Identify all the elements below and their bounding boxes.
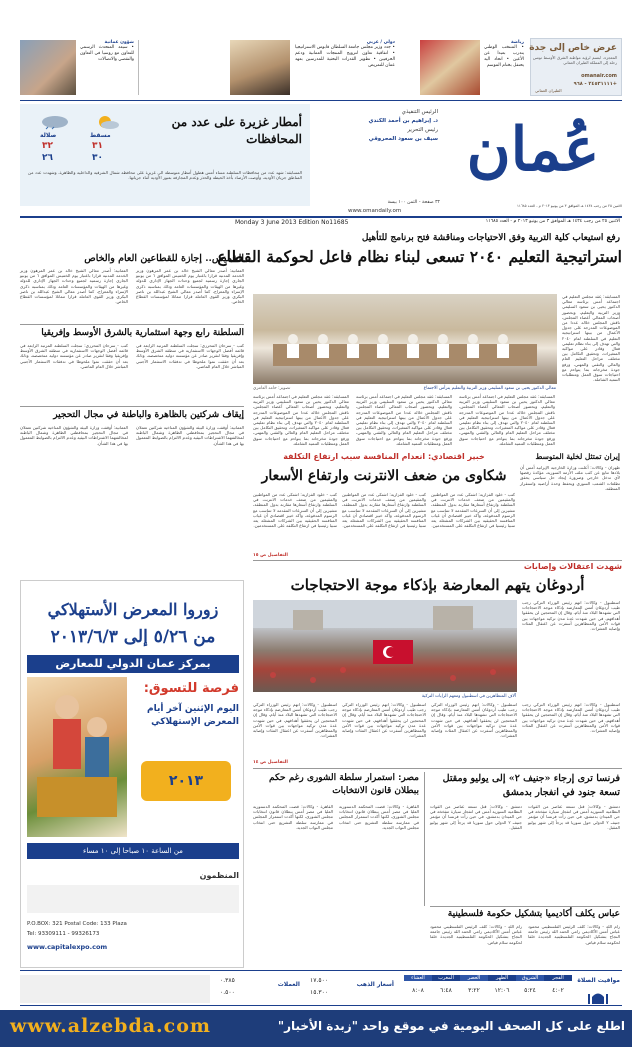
- masthead-date-ar: الاثنين ٢٥ من رجب ١٤٣٤ هـ الموافق ٣ من يونيو ٢٠١٣ م - العدد ١١٦٨٥: [485, 219, 620, 224]
- prayer-table: [404, 975, 572, 1003]
- divider: [138, 40, 139, 95]
- teaser-text-2: • جدد وزير مجلس جامعة السلطان قابوس الاستراتيجيا • اتفاقية تعاون لترويج المنتجات العمانية ودعم الحرفيين • تطوير القدرات البحثية للمدرسين بعهد عمان للتمريض: [295, 45, 395, 68]
- khamis-body-1: العمانية: أصدر معالي الشيخ خالد بن عمر المرهون وزير الخدمة المدنية قرارا باعتبار يوم الخميس الموافق ٦ من يونيو الجاري إجازة رسمية لجميع وحدات الجهاز الإداري للدولة وغيرها من الهيئات والمؤسسات العامة وذلك بمناسبة ذكرى الإسراء والمعراج، كما أصدر معالي الشيخ عبدالله بن ناصر البكري وزير القوى العاملة قرارا مماثلا لمؤسسات القطاع الخاص.: [20, 268, 128, 305]
- abbas-rule: [430, 906, 620, 907]
- egypt-body-1: القاهرة - وكالات: قضت المحكمة الدستورية العليا في مصر أمس ببطلان قانون انتخابات مجلس الشورى، لكنها أكدت استمرار المجلس في ممارسة سلطة التشريع حتى انتخاب مجلس النواب الجديد.: [253, 804, 333, 830]
- khamis-headline: الخميس.. إجازة للقطاعين العام والخاص: [84, 253, 244, 264]
- ad-exhibition-logos: [27, 885, 239, 913]
- ad-exhibition-badge: [141, 761, 231, 801]
- info-bar: [20, 970, 622, 1006]
- economy-body-3: كتب - خلود الفزارية: اشتكى عدد من المواطنين والمقيمين من ضعف خدمات الانترنت في السلطنة وارتفاع أسعارها مقارنة بدول المنطقة، مشيرين إلى أن السرعات المقدمة لا تتناسب مع الرسوم المدفوعة، وأكد خبير اقتصادي أن غياب المنافسة الحقيقية بين الشركات المشغلة يعد سببا رئيسيا في ارتفاع التكلفة على المستخدمين.: [431, 492, 515, 529]
- turkey-body-4: اسطنبول - وكالات: اتهم رئيس الوزراء التركي رجب طيب أردوغان أمس المعارضة بإذكاء موجة الاحتجاجات التي تشهدها البلاد منذ أيام، وقال إن المحتجين لن يحققوا أهدافهم، في حين شهدت عدة مدن تركية مواجهات بين قوات الأمن والمتظاهرين أسفرت عن اعتقال المئات وإصابة العشرات.: [522, 702, 620, 734]
- rain-cloud-icon: [40, 114, 70, 128]
- ad-omanair-site: omanair.com: [581, 73, 617, 79]
- ad-exhibition-photo: [27, 677, 127, 837]
- turkey-body-right: اسطنبول - وكالات: اتهم رئيس الوزراء التركي رجب طيب أردوغان أمس المعارضة بإذكاء موجة الاحتجاجات التي تشهدها البلاد منذ أيام، وقال إن المحتجين لن يحققوا أهدافهم، في حين شهدت عدة مدن تركية مواجهات بين قوات الأمن والمتظاهرين أسفرت عن اعتقال المئات وإصابة العشرات.: [522, 600, 620, 632]
- masthead-rule-bottom: [20, 216, 622, 218]
- masthead-website[interactable]: www.omandaily.om: [348, 208, 402, 214]
- masthead-logo: [444, 104, 622, 204]
- vertical-rule: [424, 772, 425, 906]
- ad-exhibition-offer-text: اليوم الإثنين آخر أيام المعرض الإستهلاكي: [147, 704, 239, 727]
- masthead-rule-top: [20, 100, 622, 101]
- editor-label-2: رئيس التحرير: [407, 127, 438, 133]
- prayer-name-6: العشاء: [404, 975, 432, 981]
- iran-headline: إيران تمتثل لخلية المتوسط: [535, 452, 620, 461]
- prayer-time-6: ٨:٠٨: [412, 987, 424, 994]
- economy-body-2: كتب - خلود الفزارية: اشتكى عدد من المواطنين والمقيمين من ضعف خدمات الانترنت في السلطنة وارتفاع أسعارها مقارنة بدول المنطقة، مشيرين إلى أن السرعات المقدمة لا تتناسب مع الرسوم المدفوعة، وأكد خبير اقتصادي أن غياب المنافسة الحقيقية بين الشركات المشغلة يعد سببا رئيسيا في ارتفاع التكلفة على المستخدمين.: [342, 492, 426, 529]
- ad-exhibition-badge-text: ٢٠١٣: [168, 773, 204, 789]
- ad-exhibition-dates: من ٥/٢٦ إلى ٢٠١٣/٦/٣: [50, 627, 216, 647]
- lead-caption: معالي الدكتور يحيى بن سعود السليمي وزير التربية والتعليم يترأس الاجتماع: [423, 386, 556, 391]
- sun-icon: [90, 114, 120, 128]
- teaser-block-1: [80, 40, 134, 95]
- masthead-dateline: الاثنين ٢٥ من رجب ١٤٣٤ هـ الموافق ٣ من يونيو ٢٠١٣ م - العدد ١١٦٨٥: [516, 204, 622, 208]
- ad-omanair-brand: الطيران العماني: [535, 88, 562, 93]
- egypt-headline: مصر: استمرار سلطة الشورى رغم حكم ببطلان قانون الانتخابات: [269, 773, 419, 796]
- prayer-time-1: ٤:٠٢: [552, 987, 564, 994]
- prayer-name-1: الفجر: [544, 975, 572, 981]
- turkey-headline: أردوغان يتهم المعارضة بإذكاء موجة الاحتجاجات: [290, 576, 585, 594]
- teaser-photo-1: [20, 40, 76, 95]
- prayer-time-5: ٦:٤٨: [440, 987, 452, 994]
- teaser-text-1: • سيعد المتحدث الرسمي للتعاون مع روسيا في التعاون والتقصي والاتصالات: [80, 45, 134, 62]
- footer-site[interactable]: www.alzebda.com: [10, 1015, 212, 1037]
- prayer-time-4: ٣:٢٢: [468, 987, 480, 994]
- prayer-name-5: المغرب: [432, 975, 460, 981]
- turkey-body-1: اسطنبول - وكالات: اتهم رئيس الوزراء التركي رجب طيب أردوغان أمس المعارضة بإذكاء موجة الاحتجاجات التي تشهدها البلاد منذ أيام، وقال إن المحتجين لن يحققوا أهدافهم، في حين شهدت عدة مدن تركية مواجهات بين قوات الأمن والمتظاهرين أسفرت عن اعتقال المئات وإصابة العشرات.: [253, 702, 337, 739]
- teaser-block-2: [295, 40, 395, 95]
- economy-kicker: خبير اقتصادي: انعدام المنافسة سبب ارتفاع التكلفة: [283, 452, 485, 461]
- prayer-time-2: ٥:٢٤: [524, 987, 536, 994]
- ad-exhibition-venue: بمركز عمان الدولي للمعارض: [27, 655, 239, 673]
- editor-name-2: سيف بن سعود المحروقي: [368, 136, 438, 142]
- masthead-pages: ٣٢ صفحة - الثمن ١٠٠ بيسة: [387, 200, 440, 205]
- oman4-body-1: كتب - سرحان المحرزي: سجلت السلطنة المرتبة الرابعة في قائمة أفضل الوجهات الاستثمارية في منطقة الشرق الأوسط وإفريقيا وفقا لتقرير صادر عن مؤسسة دولية متخصصة، وذلك بعد أن حققت نموا ملحوظا في تدفقات الاستثمار الأجنبي المباشر خلال العام الماضي.: [20, 343, 128, 369]
- prayer-time-3: ١٢:٠٦: [494, 987, 510, 994]
- france-headline: فرنسا ترى إرجاء «جنيف ٢» إلى يوليو ومقتل تسعة جنود في انفجار بدمشق: [442, 773, 620, 798]
- france-body-1: دمشق - وكالات: قتل تسعة عناصر من القوات النظامية السورية أمس في انفجار سيارة مفخخة في حي الميدان بدمشق، في حين رأت فرنسا أن مؤتمر جنيف ٢ الدولي حول سوريا قد يرجأ إلى شهر يوليو المقبل.: [430, 804, 522, 830]
- factories-body-2: العمانية: أوقفت وزارة البيئة والشؤون المناخية شركتين تعملان في مجال التحجير بمحافظتي الظاهرة وشمال الباطنة لمخالفتهما الاشتراطات البيئية وعدم الالتزام بالضوابط المعمول بها في هذا الشأن.: [136, 425, 244, 446]
- abbas-body-1: رام الله - وكالات: كلف الرئيس الفلسطيني محمود عباس أمس الأكاديمي رامي الحمد الله رئيس جامعة النجاح بتشكيل الحكومة الفلسطينية الجديدة خلفا لحكومة سلام فياض.: [430, 924, 522, 945]
- bottom-rule: [253, 768, 622, 769]
- ad-exhibition-hours: من الساعة ١٠ صباحا إلى ١٠ مساء: [27, 843, 239, 859]
- prayer-name-2: الشروق: [516, 975, 544, 981]
- france-body-2: دمشق - وكالات: قتل تسعة عناصر من القوات النظامية السورية أمس في انفجار سيارة مفخخة في حي الميدان بدمشق، في حين رأت فرنسا أن مؤتمر جنيف ٢ الدولي حول سوريا قد يرجأ إلى شهر يوليو المقبل.: [528, 804, 620, 830]
- masthead-edition: Monday 3 June 2013 Edition No11685: [235, 219, 349, 226]
- ad-exhibition-organizer: المنظمون: [199, 871, 239, 880]
- rule-1: [20, 324, 244, 325]
- lead-body-col-3: المسابقة: عقد مجلس التعليم في اجتماعه أمس برئاسة معالي الدكتور يحيى بن سعود السليمي وزير التربية والتعليم، وبحضور أصحاب المعالي أعضاء المجلس، ناقش المجلس خلاله عددا من الموضوعات المدرجة على جدول الأعمال من بينها استراتيجية التعليم في السلطنة لعام ٢٠٤٠ والتي تهدف إلى بناء نظام تعليمي فعال وقادر على مواكبة المتغيرات، وتحقيق التكامل بين مختلف مراحل التعليم العام والعالي والتقني والمهني، ورفع جودة مخرجاته بما يتواءم مع احتياجات سوق العمل ومتطلبات التنمية الشاملة.: [459, 394, 555, 446]
- turkey-continued: التفاصيل ص ١٤: [253, 760, 288, 765]
- weather-city-2-lo: ٣٠: [92, 153, 103, 163]
- lead-headline: استراتيجية التعليم ٢٠٤٠ تسعى لبناء نظام فاعل لحوكمة القطاع: [217, 247, 622, 266]
- turkey-body-2: اسطنبول - وكالات: اتهم رئيس الوزراء التركي رجب طيب أردوغان أمس المعارضة بإذكاء موجة الاحتجاجات التي تشهدها البلاد منذ أيام، وقال إن المحتجين لن يحققوا أهدافهم، في حين شهدت عدة مدن تركية مواجهات بين قوات الأمن والمتظاهرين أسفرت عن اعتقال المئات وإصابة العشرات.: [342, 702, 426, 739]
- teaser-title-2: دولي / عربي: [366, 40, 395, 45]
- editor-label-1: الرئيس التنفيذي: [401, 109, 438, 115]
- factories-body-1: العمانية: أوقفت وزارة البيئة والشؤون المناخية شركتين تعملان في مجال التحجير بمحافظتي الظاهرة وشمال الباطنة لمخالفتهما الاشتراطات البيئية وعدم الالتزام بالضوابط المعمول بها في هذا الشأن.: [20, 425, 128, 446]
- turkey-photo: [253, 600, 517, 692]
- teaser-photo-3: [420, 40, 480, 95]
- iran-body: طهران - وكالات: أعلنت وزارة الخارجية الإيرانية أمس أن بلادها تتابع عن كثب ملف الأزمة السورية، مؤكدة رفضها لأي تدخل خارجي وضرورة إيجاد حل سياسي يحقق تطلعات الشعب السوري ويحفظ وحدة أراضيه واستقرار المنطقة.: [520, 465, 620, 491]
- factories-headline: إيقاف شركتين بالظاهرة والباطنة في مجال التحجير: [53, 410, 244, 420]
- ad-omanair-title: عرض خاص إلى جدة: [529, 43, 617, 53]
- turkey-body-3: اسطنبول - وكالات: اتهم رئيس الوزراء التركي رجب طيب أردوغان أمس المعارضة بإذكاء موجة الاحتجاجات التي تشهدها البلاد منذ أيام، وقال إن المحتجين لن يحققوا أهدافهم، في حين شهدت عدة مدن تركية مواجهات بين قوات الأمن والمتظاهرين أسفرت عن اعتقال المئات وإصابة العشرات.: [431, 702, 517, 739]
- weather-title: أمطار غزيرة على عدد من المحافظات: [171, 115, 302, 146]
- editors: [340, 108, 438, 168]
- lead-body-right: المسابقة: عقد مجلس التعليم في اجتماعه أمس برئاسة معالي الدكتور يحيى بن سعود السليمي وزير التربية والتعليم، وبحضور أصحاب المعالي أعضاء المجلس، ناقش المجلس خلاله عددا من الموضوعات المدرجة على جدول الأعمال من بينها استراتيجية التعليم في السلطنة لعام ٢٠٤٠ والتي تهدف إلى بناء نظام تعليمي فعال وقادر على مواكبة المتغيرات، وتحقيق التكامل بين مختلف مراحل التعليم العام والعالي والتقني والمهني، ورفع جودة مخرجاته بما يتواءم مع احتياجات سوق العمل ومتطلبات التنمية الشاملة.: [562, 294, 620, 383]
- abbas-headline: عباس يكلف أكاديميا بتشكيل حكومة فلسطينية: [447, 909, 620, 919]
- ad-exhibition-title: زوروا المعرض الأستهلاكي: [47, 600, 219, 619]
- info-bar-fill: [20, 975, 210, 1003]
- oman4-body-2: كتب - سرحان المحرزي: سجلت السلطنة المرتبة الرابعة في قائمة أفضل الوجهات الاستثمارية في منطقة الشرق الأوسط وإفريقيا وفقا لتقرير صادر عن مؤسسة دولية متخصصة، وذلك بعد أن حققت نموا ملحوظا في تدفقات الاستثمار الأجنبي المباشر خلال العام الماضي.: [136, 343, 244, 369]
- lead-body-col-2: المسابقة: عقد مجلس التعليم في اجتماعه أمس برئاسة معالي الدكتور يحيى بن سعود السليمي وزير التربية والتعليم، وبحضور أصحاب المعالي أعضاء المجلس، ناقش المجلس خلاله عددا من الموضوعات المدرجة على جدول الأعمال من بينها استراتيجية التعليم في السلطنة لعام ٢٠٤٠ والتي تهدف إلى بناء نظام تعليمي فعال وقادر على مواكبة المتغيرات، وتحقيق التكامل بين مختلف مراحل التعليم العام والعالي والتقني والمهني، ورفع جودة مخرجاته بما يتواءم مع احتياجات سوق العمل ومتطلبات التنمية الشاملة.: [356, 394, 452, 446]
- ad-exhibition-site[interactable]: www.capitalexpo.com: [27, 943, 108, 951]
- weather-text: المسابقة: شهد عدد من محافظات السلطنة مساء أمس هطول أمطار متوسطة الى غزيرة على محافظة شمال الشرقية والداخلية والظاهرة، وشهدت عدد من المناطق جريان الأودية، وأوصت الأرصاد بأخذ الحيطة والحذر وعدم المجازفة بعبور الأودية أثناء جريانها.: [28, 170, 302, 181]
- rule-2: [20, 406, 244, 407]
- oman4-headline: السلطنة رابع وجهة استثمارية بالشرق الأوسط وإفريقيا: [41, 328, 244, 338]
- lead-photo: [253, 294, 557, 384]
- lead-body-col-1: المسابقة: عقد مجلس التعليم في اجتماعه أمس برئاسة معالي الدكتور يحيى بن سعود السليمي وزير التربية والتعليم، وبحضور أصحاب المعالي أعضاء المجلس، ناقش المجلس خلاله عددا من الموضوعات المدرجة على جدول الأعمال من بينها استراتيجية التعليم في السلطنة لعام ٢٠٤٠ والتي تهدف إلى بناء نظام تعليمي فعال وقادر على مواكبة المتغيرات، وتحقيق التكامل بين مختلف مراحل التعليم العام والعالي والتقني والمهني، ورفع جودة مخرجاته بما يتواءم مع احتياجات سوق العمل ومتطلبات التنمية الشاملة.: [253, 394, 349, 446]
- currency-value-1: ٠.٣٨٥: [220, 977, 235, 984]
- ad-exhibition-offer-title: فرصة للتسوق:: [143, 681, 239, 696]
- turkey-caption: آلاف المتظاهرين في اسطنبول ومعهم الرايات التركية: [421, 694, 516, 699]
- weather-cities: [28, 114, 148, 164]
- ad-omanair-phone: ٢٤٥٣١١١١ - ٩٦٨+: [573, 81, 617, 87]
- turkey-rule: [253, 560, 622, 561]
- currency-label: العملات: [277, 981, 300, 988]
- turkey-kicker: شهدت اعتقالات وإصابات: [523, 562, 622, 571]
- ad-omanair-body: المعجزة، ابتسم لرؤية مواطنة الشرق الأوسط تونس رحلة إلى المملكة الطيران العماني: [533, 55, 617, 65]
- footer-banner[interactable]: [0, 1010, 632, 1047]
- weather-city-1-lo: ٢٦: [42, 153, 53, 163]
- ad-omanair[interactable]: [530, 38, 622, 96]
- teaser-photo-2: [230, 40, 290, 95]
- prayer-name-4: العصر: [460, 975, 488, 981]
- teaser-block-3: [484, 40, 524, 95]
- ad-exhibition-phone: Tel: 93309111 - 99326173: [27, 931, 100, 937]
- ad-exhibition[interactable]: [20, 580, 244, 968]
- teaser-title-1: شؤون عمانية: [104, 40, 134, 45]
- lead-photo-credit: تصوير: حامد العامري: [253, 386, 291, 391]
- ad-exhibition-po: P.O.BOX: 321 Postal Code: 133 Plaza: [27, 921, 127, 927]
- mosque-icon: [588, 989, 608, 1003]
- economy-continued: التفاصيل ص ١٥: [253, 553, 288, 558]
- editor-name-1: د. إبراهيم بن أحمد الكندي: [368, 118, 438, 124]
- weather-city-2-hi: ٣١: [92, 141, 103, 151]
- footer-text: اطلع على كل الصحف اليومية في موقع واحد "زبدة الأخبار": [277, 1019, 625, 1033]
- prayer-name-3: الظهر: [488, 975, 516, 981]
- logo-text: عُمان: [466, 115, 600, 185]
- gold-value-1: ١٧.٥٠٠: [310, 977, 329, 984]
- egypt-body-2: القاهرة - وكالات: قضت المحكمة الدستورية العليا في مصر أمس ببطلان قانون انتخابات مجلس الشورى، لكنها أكدت استمرار المجلس في ممارسة سلطة التشريع حتى انتخاب مجلس النواب الجديد.: [339, 804, 419, 830]
- currency-value-2: ٠.٥٠٠: [220, 989, 235, 996]
- prayer-label: مواقيت الصلاة: [577, 977, 620, 984]
- weather-city-1-name: صلالة: [40, 132, 57, 139]
- teaser-title-3: رياضة: [510, 40, 524, 45]
- abbas-body-2: رام الله - وكالات: كلف الرئيس الفلسطيني محمود عباس أمس الأكاديمي رامي الحمد الله رئيس جامعة النجاح بتشكيل الحكومة الفلسطينية الجديدة خلفا لحكومة سلام فياض.: [528, 924, 620, 945]
- lead-kicker: رفع استيعاب كلية التربية وفق الاحتياجات ومناقشة فتح برنامج للتأهيل: [361, 233, 620, 243]
- weather-city-2-name: مسقط: [90, 132, 111, 139]
- gold-label: أسعار الذهب: [356, 981, 394, 988]
- masthead: [0, 0, 632, 230]
- khamis-body-2: العمانية: أصدر معالي الشيخ خالد بن عمر المرهون وزير الخدمة المدنية قرارا باعتبار يوم الخميس الموافق ٦ من يونيو الجاري إجازة رسمية لجميع وحدات الجهاز الإداري للدولة وغيرها من الهيئات والمؤسسات العامة وذلك بمناسبة ذكرى الإسراء والمعراج، كما أصدر معالي الشيخ عبدالله بن ناصر البكري وزير القوى العاملة قرارا مماثلا لمؤسسات القطاع الخاص.: [136, 268, 244, 305]
- gold-value-2: ١٥.٣٠٠: [310, 989, 329, 996]
- economy-body-1: كتب - خلود الفزارية: اشتكى عدد من المواطنين والمقيمين من ضعف خدمات الانترنت في السلطنة وارتفاع أسعارها مقارنة بدول المنطقة، مشيرين إلى أن السرعات المقدمة لا تتناسب مع الرسوم المدفوعة، وأكد خبير اقتصادي أن غياب المنافسة الحقيقية بين الشركات المشغلة يعد سببا رئيسيا في ارتفاع التكلفة على المستخدمين.: [253, 492, 337, 529]
- teaser-text-3: • المنتخب الوطني يتدرب بعيدا عن الأعين • اتحاد اليد يحتفل بختام الموسم: [484, 45, 524, 68]
- weather-city-1-hi: ٣٢: [42, 141, 53, 151]
- economy-headline: شكاوى من ضعف الانترنت وارتفاع الأسعار: [261, 468, 507, 484]
- weather-box: [20, 104, 310, 206]
